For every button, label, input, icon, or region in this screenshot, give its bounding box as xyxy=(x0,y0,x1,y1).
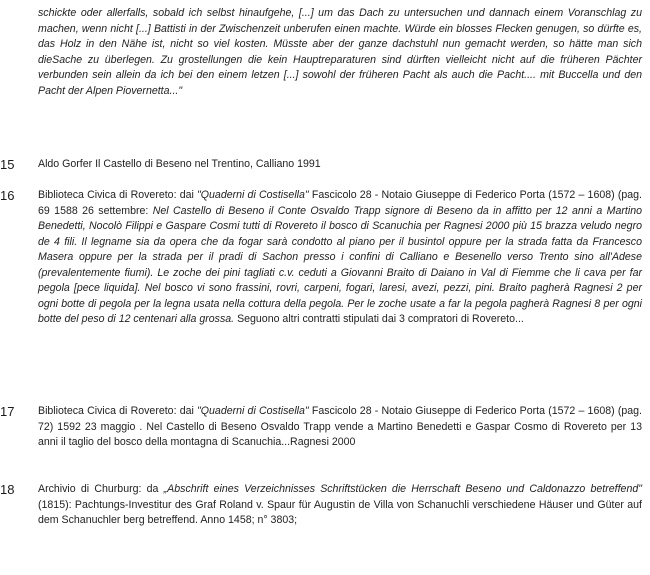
footnote-quote: Nel Castello di Beseno il Conte Osvaldo Trapp signore di Beseno da in affitto per 12 anni a Martino Benedetti, Nocolò Filippi e Gaspare Cosmi tutti di Rovereto il bosco di Scanuchia per Ragnesi 2000 più 15 brazza veludo negro de 4 fili. Il legname sia da opera che da fogar sarà condotto al piano per il busintol oppure per la strada fatta da Francesco Masera oppure per la strada per il pradi di Sachon presso i confini di Calliano e Besenello verso Trento sino all'Adese (prevalentemente fiumi). Le zoche dei pini tagliati c.v. ceduti a Giovanni Braito di Daiano in Val di Fiemme che li cava per far pegola [pece liquida]. Nel bosco vi sono frassini, rovri, carpeni, fogari, laresi, avezi, pezzi, pini. Braito pagherà Ragnesi 2 per ogni botte di pegola per la legna usata nella cottura della pegola. Per le zoche usate a far la pegola pagherà Ragnesi 8 per ogni botte del peso di 12 centenari alla grossa. xyxy=(38,204,642,325)
footnote-text xyxy=(38,157,642,173)
footnote-number: 18 xyxy=(0,482,15,497)
footnote-number: 16 xyxy=(0,188,15,203)
footnote-work-title: "Quaderni di Costisella" xyxy=(197,405,309,417)
footnote-tail: Seguono altri contratti stipulati dai 3 compratori di Rovereto... xyxy=(234,313,524,325)
footnote-reference: Fascicolo 28 - Notaio Giuseppe di Federico Porta (1572 – 1608) (pag. 69 1588 26 settembre: xyxy=(38,189,642,217)
footnote-reference: (1815): Pachtungs-Investitur des Graf Roland v. Spaur für Augustin de Villa von Schanuchli verschiedene Häuser und Güter auf dem Schanuchler berg betreffend. Anno 1458; n° 3803; xyxy=(38,498,642,526)
footnote-text xyxy=(38,482,642,529)
footnote-number: 17 xyxy=(0,404,15,419)
footnote-number: 15 xyxy=(0,157,15,172)
footnote-source: Biblioteca Civica di Rovereto: dai xyxy=(38,405,198,417)
footnote-reference: Fascicolo 28 - Notaio Giuseppe di Federico Porta (1572 – 1608) (pag. 72) 1592 23 maggio . Nel Castello di Beseno Osvaldo Trapp vende a Martino Benedetti e Gaspar Cosmo di Rovereto per 13 anni il taglio del bosco della montagna di Scanuchia...Ragnesi 2000 xyxy=(38,405,642,448)
footnote-text xyxy=(38,188,642,328)
footnote-work-title: "Quaderni di Costisella" xyxy=(197,189,309,201)
footnote-source: Biblioteca Civica di Rovereto: dai xyxy=(38,189,198,201)
footnote-text xyxy=(38,404,642,451)
footnote-source: Archivio di Churburg: da xyxy=(38,483,164,495)
footnote-work-title: „Abschrift eines Verzeichnisses Schriftstücken die Herrschaft Beseno und Caldonazzo betreffend" xyxy=(163,483,642,495)
footnote-citation: Aldo Gorfer Il Castello di Beseno nel Trentino, Calliano 1991 xyxy=(38,158,321,170)
quoted-continuation: schickte oder allerfalls, sobald ich selbst hinaufgehe, [...] um das Dach zu untersuchen und dannach einem Voranschlag zu machen, wenn nicht [...] Battisti in der Zwischenzeit unberufen einen machte. Würde ein blosses Flecken genugen, so dürfte es, das Holz in den Nähe ist, nicht so viel kosten. Müsste aber der ganze dachstuhl nun gemacht werden, so hätte man sich dieSache zu überlegen. Zu grostellungen die kein Hauptreparaturen sind dürften vielleicht nicht auf die früheren Pächter verbunden sein allein da ich bei den einem letzen [...] sowohl der früheren Pacht als auch die Pacht.... mit Buccella und den Pacht der Alpen Piovernetta..." xyxy=(38,7,642,97)
